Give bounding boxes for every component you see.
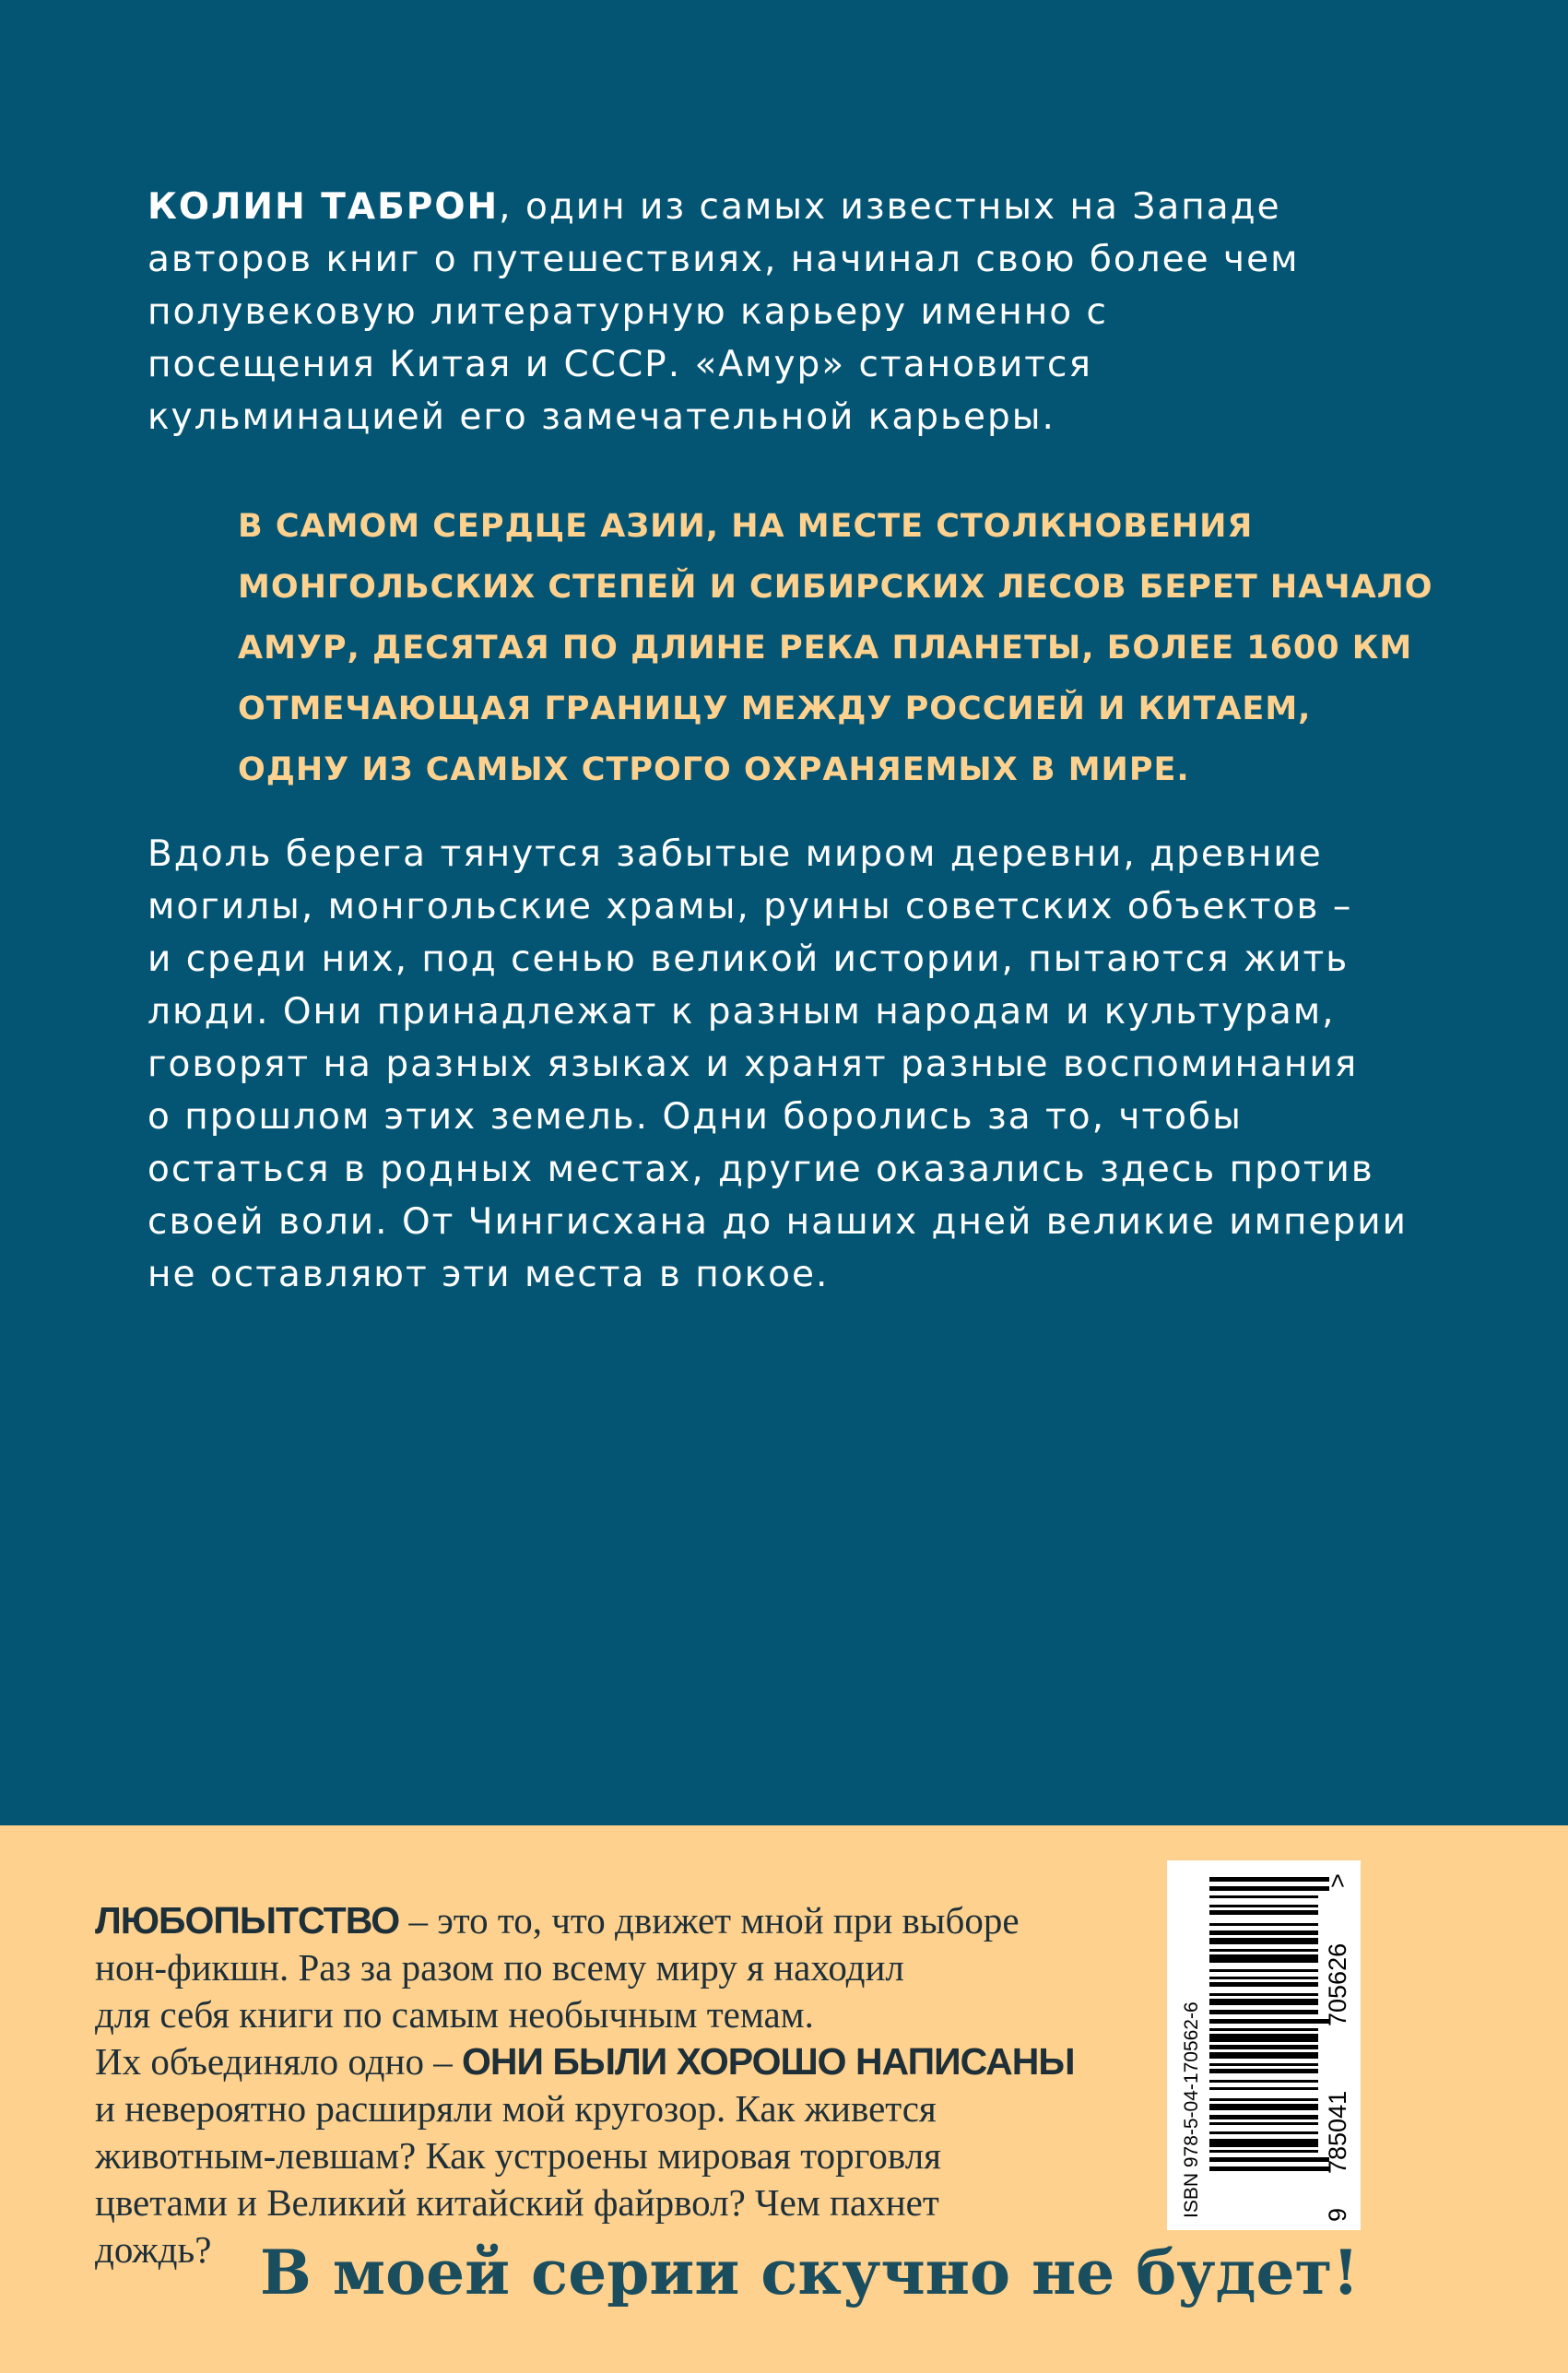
barcode-bar [1209,2028,1318,2031]
barcode-bar [1209,2045,1318,2049]
blurb-emphasis: ОНИ БЫЛИ ХОРОШО НАПИСАНЫ [462,2040,1075,2083]
barcode-bar [1209,1977,1318,1979]
quote-line: ОДНУ ИЗ САМЫХ СТРОГО ОХРАНЯЕМЫХ В МИРЕ. [238,751,1190,788]
series-slogan: В моей серии скучно не будет! [260,2237,1360,2308]
author-intro [147,181,1346,443]
barcode-bar [1209,1877,1329,1882]
intro-text: , один из самых известных на Западе авторов книг о путешествиях, начинал свою более чем полувековую литературную карьеру именно с посещения Китая и СССР. «Амур» становится кульминацией его замечательной карьеры. [147,186,1300,438]
blurb-line: цветами и Великий китайский файрвол? Чем пахнет [95,2181,939,2224]
isbn-label: ISBN 978-5-04-170562-6 [1181,2001,1202,2218]
blurb-line: и невероятно расширяли мой кругозор. Как живется [95,2087,937,2130]
barcode-graphic [1167,1860,1361,2230]
barcode-bar [1209,1905,1318,1907]
barcode-bar [1209,2069,1318,2073]
barcode-bar [1209,1910,1318,1915]
description-line: не оставляют эти места в покое. [147,1254,830,1295]
barcode-bar [1209,1969,1318,1972]
description-line: могилы, монгольские храмы, руины советских объектов – [147,886,1353,927]
barcode-digits-group2: 705626 [1324,1942,1351,2026]
book-description [147,828,1408,1301]
description-line: о прошлом этих земель. Одни боролись за то, чтобы [147,1096,1243,1138]
description-line: люди. Они принадлежат к разным народам и культурам, [147,991,1336,1033]
quote-line: МОНГОЛЬСКИХ СТЕПЕЙ И СИБИРСКИХ ЛЕСОВ БЕРЕТ НАЧАЛО [238,569,1433,606]
barcode-bar [1209,2166,1329,2171]
barcode-bar [1209,1923,1318,1926]
description-line: Вдоль берега тянутся забытые миром деревни, древние [147,833,1323,875]
barcode-bar [1209,2052,1318,2059]
blurb-line: животным-левшам? Как устроены мировая торговля [95,2134,942,2177]
blurb-line: нон-фикшн. Раз за разом по всему миру я находил [95,1946,904,1989]
barcode-bar [1209,1982,1318,1987]
barcode-bars [1209,1877,1329,2171]
barcode-bar [1209,1993,1318,1996]
barcode-bar [1209,2139,1318,2147]
description-line: говорят на разных языках и хранят разные воспоминания [147,1044,1359,1085]
barcode-bar [1209,2098,1318,2101]
highlight-quote [238,496,1433,800]
barcode-bar [1209,2150,1318,2153]
barcode-bar [1209,2104,1318,2110]
blurb-line: для себя книги по самым необычным темам. [95,1993,814,2036]
blurb-keyword: ЛЮБОПЫТСТВО [95,1899,400,1942]
barcode-bar [1209,2010,1318,2014]
barcode-quiet-mark: > [1324,1873,1351,1888]
description-line: своей воли. От Чингисхана до наших дней великие империи [147,1201,1408,1243]
barcode-bar [1209,2080,1318,2083]
series-blurb [95,1897,1155,2273]
barcode-bar [1209,1949,1318,1952]
barcode-bar [1209,2034,1318,2042]
barcode-bar [1209,2131,1318,2134]
barcode-bar [1209,2063,1318,2066]
blurb-text: – это то, что движет мной при выборе [399,1899,1020,1942]
quote-line: В САМОМ СЕРДЦЕ АЗИИ, НА МЕСТЕ СТОЛКНОВЕНИЯ [238,508,1254,545]
quote-line: ОТМЕЧАЮЩАЯ ГРАНИЦУ МЕЖДУ РОССИЕЙ И КИТАЕМ, [238,691,1312,727]
barcode-digits-group1: 785041 [1324,2090,1351,2174]
isbn-barcode [1167,1860,1361,2230]
barcode-bar [1209,2122,1318,2125]
barcode-bar [1209,2157,1329,2162]
barcode-digit-first: 9 [1324,2207,1351,2222]
barcode-bar [1209,1954,1318,1963]
barcode-bar [1209,2087,1318,2090]
barcode-bar [1209,1930,1318,1935]
barcode-bar [1209,2019,1329,2024]
description-line: и среди них, под сенью великой истории, пытаются жить [147,939,1350,980]
barcode-bar [1209,1895,1318,1898]
barcode-bar [1209,1886,1329,1891]
quote-line: АМУР, ДЕСЯТАЯ ПО ДЛИНЕ РЕКА ПЛАНЕТЫ, БОЛЕЕ 1600 КМ [238,630,1413,667]
blurb-line: дождь? [95,2228,212,2271]
author-name: КОЛИН ТАБРОН [147,186,500,228]
blurb-text: Их объединяло одно – [95,2040,462,2083]
description-line: остаться в родных местах, другие оказались здесь против [147,1149,1374,1190]
barcode-bar [1209,1999,1318,2005]
barcode-bar [1209,1938,1318,1944]
barcode-bar [1209,2115,1318,2119]
